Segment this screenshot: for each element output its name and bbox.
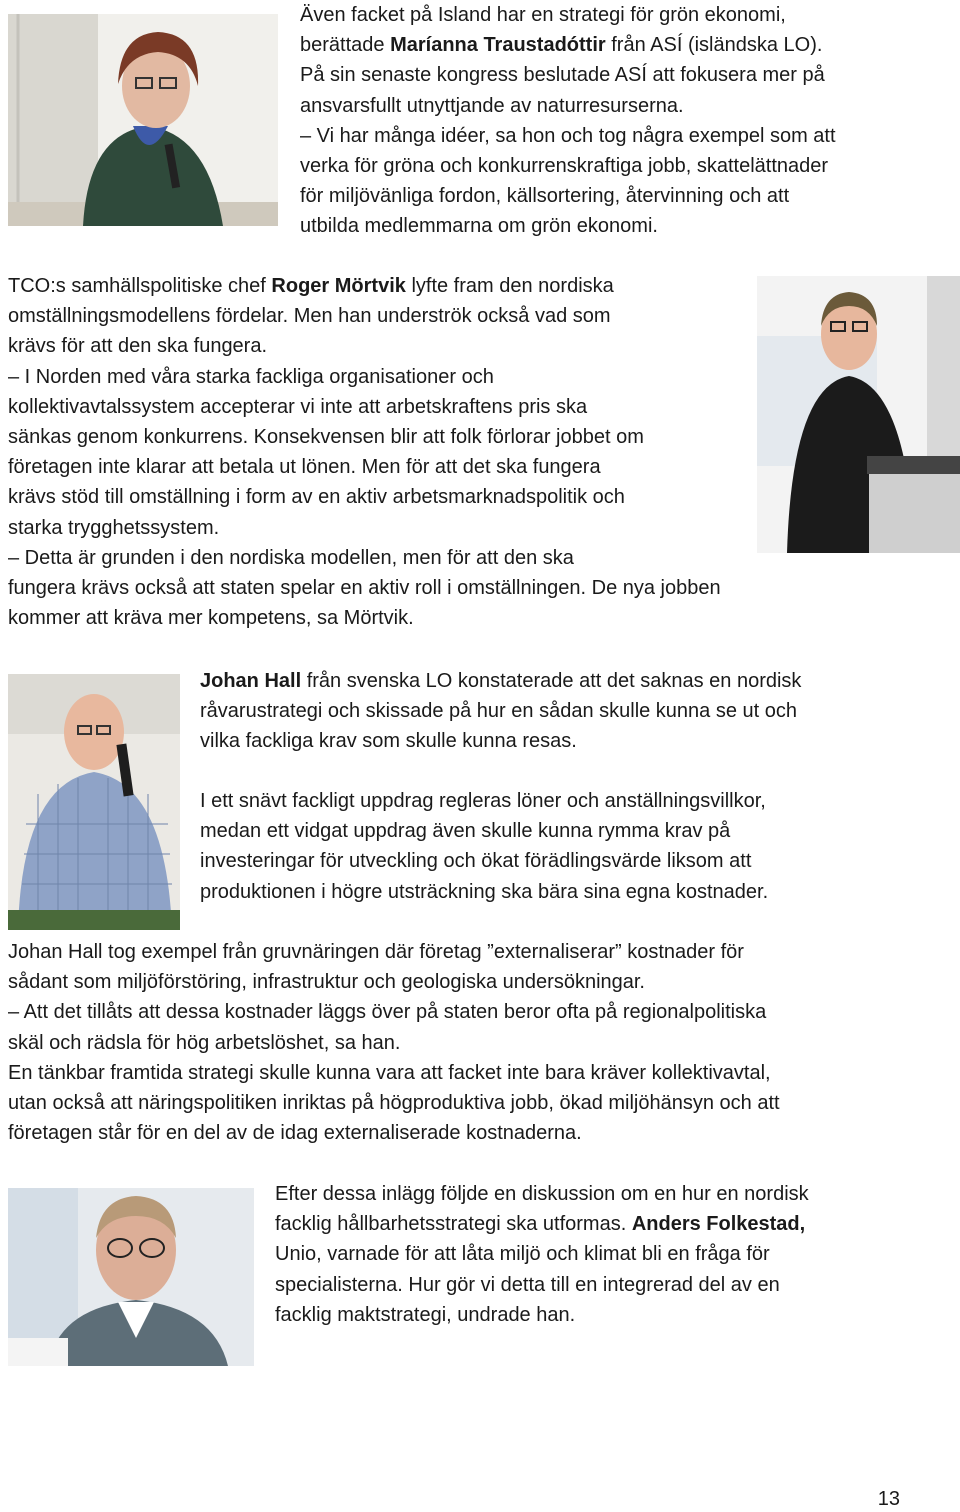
text-line: utbilda medlemmarna om grön ekonomi. bbox=[300, 215, 658, 238]
text-line: kommer att kräva mer kompetens, sa Mörtvik. bbox=[8, 607, 414, 630]
text-line: facklig maktstrategi, undrade han. bbox=[275, 1303, 576, 1326]
text-line bbox=[8, 271, 858, 301]
text-line: krävs för att den ska fungera. bbox=[8, 335, 268, 358]
text-line: Efter dessa inlägg följde en diskussion om en hur en nordisk bbox=[275, 1183, 809, 1205]
text-segment: facklig hållbarhetsstrategi ska utformas. bbox=[275, 1213, 632, 1236]
text-line: medan ett vidgat uppdrag även skulle kunna rymma krav på bbox=[200, 820, 731, 843]
text-line: företagen står för en del av de idag externaliserade kostnaderna. bbox=[8, 1122, 582, 1145]
text-segment: lyfte fram den nordiska bbox=[405, 275, 614, 297]
paragraph-gruvnaringen bbox=[8, 937, 948, 1148]
text-line bbox=[200, 666, 940, 696]
photo-marianna-traustadottir bbox=[8, 14, 278, 226]
speaker-name: Roger Mörtvik bbox=[271, 275, 406, 297]
text-line: starka trygghetssystem. bbox=[8, 516, 220, 539]
photo-johan-hall bbox=[8, 674, 180, 930]
text-line: för miljövänliga fordon, källsortering, återvinning och att bbox=[300, 185, 790, 208]
text-line: vilka fackliga krav som skulle kunna resas. bbox=[200, 730, 577, 753]
text-line: sänkas genom konkurrens. Konsekvensen blir att folk förlorar jobbet om bbox=[8, 426, 644, 449]
text-line: kollektivavtalssystem accepterar vi inte att arbetskraftens pris ska bbox=[8, 395, 588, 418]
text-line: produktionen i högre utsträckning ska bära sina egna kostnader. bbox=[200, 880, 769, 903]
text-line: omställningsmodellens fördelar. Men han underströk också vad som bbox=[8, 305, 611, 328]
text-line: fungera krävs också att staten spelar en aktiv roll i omställningen. De nya jobben bbox=[8, 577, 721, 600]
text-line bbox=[275, 1209, 945, 1239]
text-line: råvarustrategi och skissade på hur en sådan skulle kunna se ut och bbox=[200, 700, 798, 723]
text-segment: TCO:s samhällspolitiske chef bbox=[8, 275, 272, 297]
text-line: – Att det tillåts att dessa kostnader läggs över på staten beror ofta på regionalpolitiska bbox=[8, 1001, 767, 1024]
text-segment: berättade bbox=[300, 34, 391, 57]
text-line: ansvarsfullt utnyttjande av naturresurserna. bbox=[300, 94, 684, 117]
text-line: På sin senaste kongress beslutade ASÍ att fokusera mer på bbox=[300, 64, 825, 87]
text-line: verka för gröna och konkurrenskraftiga jobb, skattelättnader bbox=[300, 155, 829, 178]
text-line: – Detta är grunden i den nordiska modellen, men för att den ska bbox=[8, 546, 574, 569]
paragraph-roger-mortvik bbox=[8, 271, 858, 633]
paragraph-anders-folkestad bbox=[275, 1179, 945, 1330]
text-line: – I Norden med våra starka fackliga organisationer och bbox=[8, 365, 494, 388]
paragraph-fackligt-uppdrag bbox=[200, 786, 940, 907]
text-line: sådant som miljöförstöring, infrastruktur och geologiska undersökningar. bbox=[8, 971, 645, 994]
text-line: Unio, varnade för att låta miljö och klimat bli en fråga för bbox=[275, 1243, 770, 1266]
text-line: skäl och rädsla för hög arbetslöshet, sa han. bbox=[8, 1031, 401, 1054]
text-line: krävs stöd till omställning i form av en aktiv arbetsmarknadspolitik och bbox=[8, 486, 625, 509]
page-number: 13 bbox=[877, 1488, 900, 1510]
paragraph-marianna bbox=[300, 0, 950, 242]
text-line: En tänkbar framtida strategi skulle kunna vara att facket inte bara kräver kollektivavtal, bbox=[8, 1061, 771, 1084]
text-segment: från ASÍ (isländska LO). bbox=[605, 34, 823, 57]
text-segment: från svenska LO konstaterade att det saknas en nordisk bbox=[301, 670, 802, 692]
text-line: företagen inte klarar att betala ut lönen. Men för att det ska fungera bbox=[8, 456, 601, 479]
speaker-name: Maríanna Traustadóttir bbox=[390, 34, 606, 57]
text-line bbox=[300, 30, 950, 60]
speaker-name: Anders Folkestad, bbox=[631, 1213, 806, 1236]
text-line: – Vi har många idéer, sa hon och tog några exempel som att bbox=[300, 124, 836, 147]
paragraph-johan-hall bbox=[200, 666, 940, 757]
text-line: I ett snävt fackligt uppdrag regleras löner och anställningsvillkor, bbox=[200, 790, 766, 812]
photo-anders-folkestad bbox=[8, 1188, 254, 1366]
text-line: utan också att näringspolitiken inriktas på högproduktiva jobb, ökad miljöhänsyn och att bbox=[8, 1092, 780, 1115]
speaker-name: Johan Hall bbox=[200, 670, 302, 692]
text-line: Även facket på Island har en strategi för grön ekonomi, bbox=[300, 4, 786, 26]
text-line: specialisterna. Hur gör vi detta till en integrerad del av en bbox=[275, 1273, 780, 1296]
text-line: investeringar för utveckling och ökat förädlingsvärde liksom att bbox=[200, 850, 752, 873]
text-line: Johan Hall tog exempel från gruvnäringen där företag ”externaliserar” kostnader för bbox=[8, 941, 744, 963]
